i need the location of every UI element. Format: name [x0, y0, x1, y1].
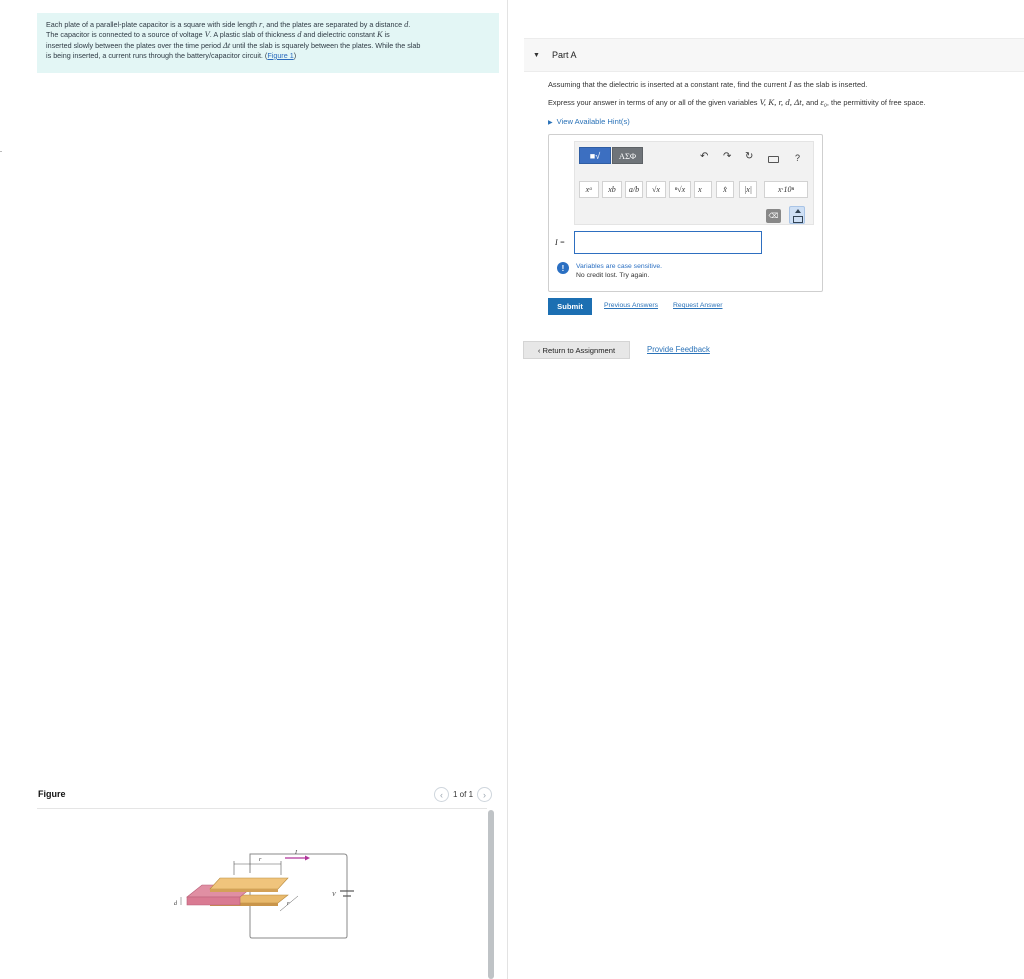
problem-text: until the slab is squarely between the plates. While the slab: [230, 40, 421, 50]
backspace-icon[interactable]: ⌫: [766, 209, 781, 223]
label-I: I: [295, 850, 297, 856]
template-sci-notation[interactable]: x·10ⁿ: [764, 181, 808, 198]
label-r-side: r: [287, 901, 290, 907]
template-vector[interactable]: x⃗: [694, 181, 712, 198]
problem-text: .: [408, 20, 411, 29]
hint-label: View Available Hint(s): [556, 117, 630, 126]
help-button[interactable]: ?: [795, 153, 801, 163]
label-d: d: [174, 901, 177, 907]
circuit-wire-top: [250, 854, 292, 873]
chevron-left-icon: ‹: [537, 345, 543, 355]
var-r: r: [258, 20, 263, 29]
template-unit-vector[interactable]: x̂: [716, 181, 734, 198]
problem-text: inserted slowly between the plates over the time period: [46, 40, 223, 50]
figure-divider: [37, 808, 487, 809]
problem-pane: [0, 0, 508, 979]
answer-input[interactable]: [574, 231, 762, 254]
triangle-down-icon[interactable]: ▼: [533, 51, 540, 59]
pager-text: 1 of 1: [453, 790, 474, 799]
var-d: d: [404, 20, 409, 29]
part-a-header[interactable]: [524, 38, 1024, 72]
chevron-right-icon[interactable]: ›: [477, 787, 492, 802]
capacitor-figure: [160, 845, 360, 945]
current-arrowhead: [305, 856, 310, 861]
view-hints-link[interactable]: [548, 117, 630, 126]
template-subscript[interactable]: xb: [602, 181, 622, 198]
problem-text: , and the plates are separated by a distance: [262, 20, 405, 29]
problem-text: Each plate of a parallel-plate capacitor is a square with side length: [46, 20, 259, 29]
var-I: I: [788, 79, 792, 89]
submit-button[interactable]: Submit: [548, 298, 592, 315]
var-V: V: [204, 30, 210, 40]
problem-text: is being inserted, a current runs through the battery/capacitor circuit. (: [46, 50, 268, 60]
problem-text: and dielectric constant: [301, 30, 377, 40]
redo-icon[interactable]: ↷: [723, 151, 732, 162]
answer-label: I =: [555, 238, 566, 247]
greek-tab[interactable]: ΑΣΦ: [612, 147, 643, 164]
part-title: Part A: [551, 50, 577, 60]
question-text: [548, 79, 867, 89]
var-epsilon0: ε₀: [820, 97, 827, 107]
chevron-left-icon[interactable]: ‹: [434, 787, 449, 802]
keyboard-icon[interactable]: [768, 156, 779, 163]
answer-box: [548, 134, 823, 292]
math-toolbar: [574, 141, 814, 225]
var-delta-t: Δt: [223, 40, 231, 50]
instruction-part: , the permittivity of free space.: [826, 98, 926, 107]
template-nth-root[interactable]: ⁿ√x: [669, 181, 691, 198]
reset-icon[interactable]: ↻: [745, 151, 754, 162]
var-d: d: [297, 30, 302, 40]
problem-text: . A plastic slab of thickness: [209, 30, 298, 40]
figure-title: Figure: [38, 789, 66, 799]
undo-icon[interactable]: ↶: [700, 151, 709, 162]
question-pane: [508, 0, 1024, 979]
instruction-part: Express your answer in terms of any or all of the given variables: [548, 98, 760, 107]
question-part: Assuming that the dielectric is inserted at a constant rate, find the current: [548, 80, 789, 89]
template-exponent[interactable]: xᵃ: [579, 181, 599, 198]
var-K: K: [376, 30, 383, 40]
return-label: Return to Assignment: [542, 345, 616, 355]
request-answer-link[interactable]: Request Answer: [673, 302, 723, 309]
top-plate: [210, 878, 288, 889]
figure-link[interactable]: Figure 1: [267, 50, 294, 60]
problem-text: The capacitor is connected to a source of voltage: [46, 30, 205, 40]
templates-tab[interactable]: ■√: [579, 147, 611, 164]
template-fraction[interactable]: a/b: [625, 181, 643, 198]
dielectric-slab-front: [187, 897, 240, 905]
variable-list: V, K, r, d, Δt,: [759, 97, 804, 107]
feedback-message: Variables are case sensitive.: [576, 263, 663, 270]
instruction-part: and: [803, 98, 821, 107]
figure-pager: [434, 787, 492, 802]
question-part: as the slab is inserted.: [791, 80, 868, 89]
triangle-right-icon: ▶: [548, 120, 553, 126]
label-r-top: r: [259, 857, 262, 863]
return-to-assignment-button[interactable]: [523, 341, 630, 359]
instruction-text: [548, 97, 926, 107]
problem-statement: [37, 13, 499, 73]
label-V: V: [332, 892, 336, 898]
problem-text: is: [382, 30, 390, 40]
problem-text: ): [293, 50, 297, 60]
template-abs[interactable]: |x|: [739, 181, 757, 198]
top-plate-edge: [210, 889, 278, 892]
figure-scrollbar[interactable]: [488, 810, 494, 979]
template-sqrt[interactable]: √x: [646, 181, 666, 198]
alert-icon: !: [557, 262, 569, 274]
provide-feedback-link[interactable]: Provide Feedback: [647, 345, 710, 354]
feedback-submessage: No credit lost. Try again.: [576, 272, 650, 279]
previous-answers-link[interactable]: Previous Answers: [604, 302, 659, 309]
keyboard-toggle-icon[interactable]: [789, 206, 805, 224]
